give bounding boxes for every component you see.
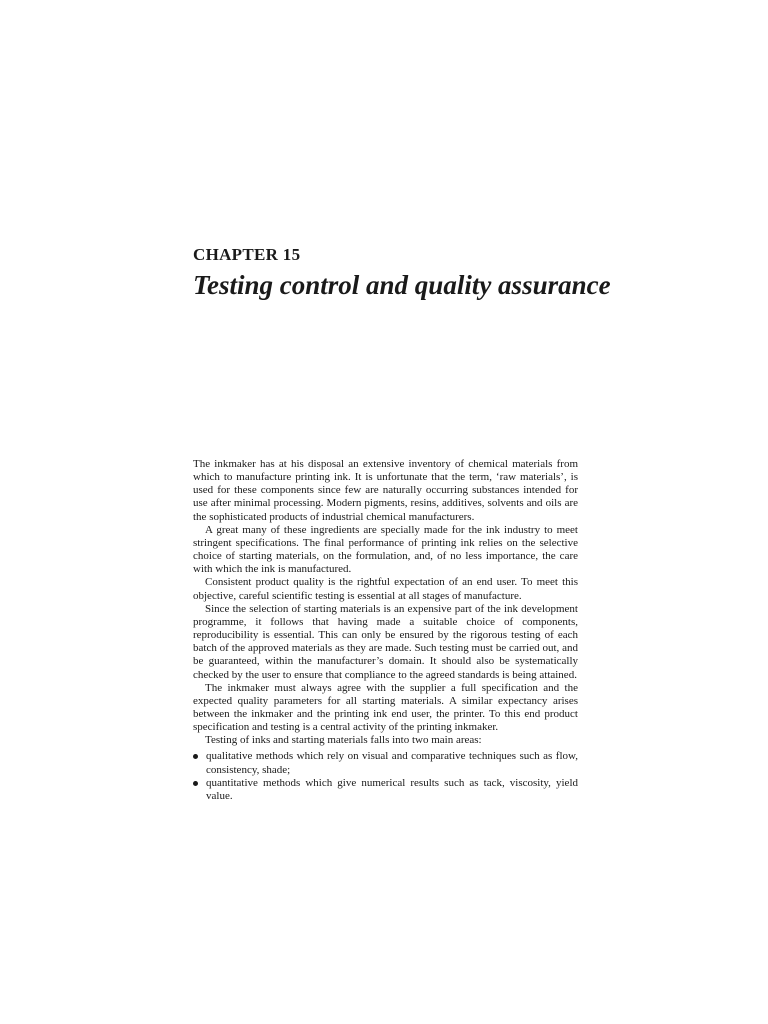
bullet-icon [193, 754, 198, 759]
paragraph-6: Testing of inks and starting materials falls into two main areas: [205, 734, 482, 747]
paragraph-1: The inkmaker has at his disposal an extensive inventory of chemical materials from which to manufacture printing ink. It is unfortunate that the term, ‘raw materials’, is used for these components since few are naturally occurring substances intended for use after minimal processing. Modern pigments, resins, additives, solvents and oils are the sophisticated products of industrial chemical manufacturers. [193, 458, 578, 523]
list-item [193, 750, 578, 776]
body-text [193, 458, 578, 803]
paragraph-4: Since the selection of starting materials is an expensive part of the ink development programme, it follows that having made a suitable choice of components, reproducibility is essential. This can only be ensured by the rigorous testing of each batch of the approved materials as they are made. Such testing must be carried out, and be guaranteed, within the manufacturer’s domain. It should also be systematically checked by the user to ensure that compliance to the agreed standards is being attained. [193, 602, 578, 681]
chapter-title: Testing control and quality assurance [193, 270, 611, 300]
bullet-text: quantitative methods which give numerical results such as tack, viscosity, yield value. [206, 776, 578, 802]
bullet-list [193, 750, 578, 803]
bullet-text: qualitative methods which rely on visual and comparative techniques such as flow, consistency, shade; [206, 750, 578, 776]
list-item [193, 777, 578, 803]
paragraph-5: The inkmaker must always agree with the supplier a full specification and the expected quality parameters for all starting materials. A similar expectancy arises between the inkmaker and the printing ink end user, the printer. To this end product specification and testing is a central activity of the printing inkmaker. [193, 681, 578, 734]
bullet-icon [193, 781, 198, 786]
chapter-label: CHAPTER 15 [193, 245, 301, 264]
paragraph-3: Consistent product quality is the rightful expectation of an end user. To meet this objective, careful scientific testing is essential at all stages of manufacture. [193, 576, 578, 602]
paragraph-2: A great many of these ingredients are specially made for the ink industry to meet stringent specifications. The final performance of printing ink relies on the selective choice of starting materials, on the formulation, and, of no less importance, the care with which the ink is manufactured. [193, 523, 578, 576]
